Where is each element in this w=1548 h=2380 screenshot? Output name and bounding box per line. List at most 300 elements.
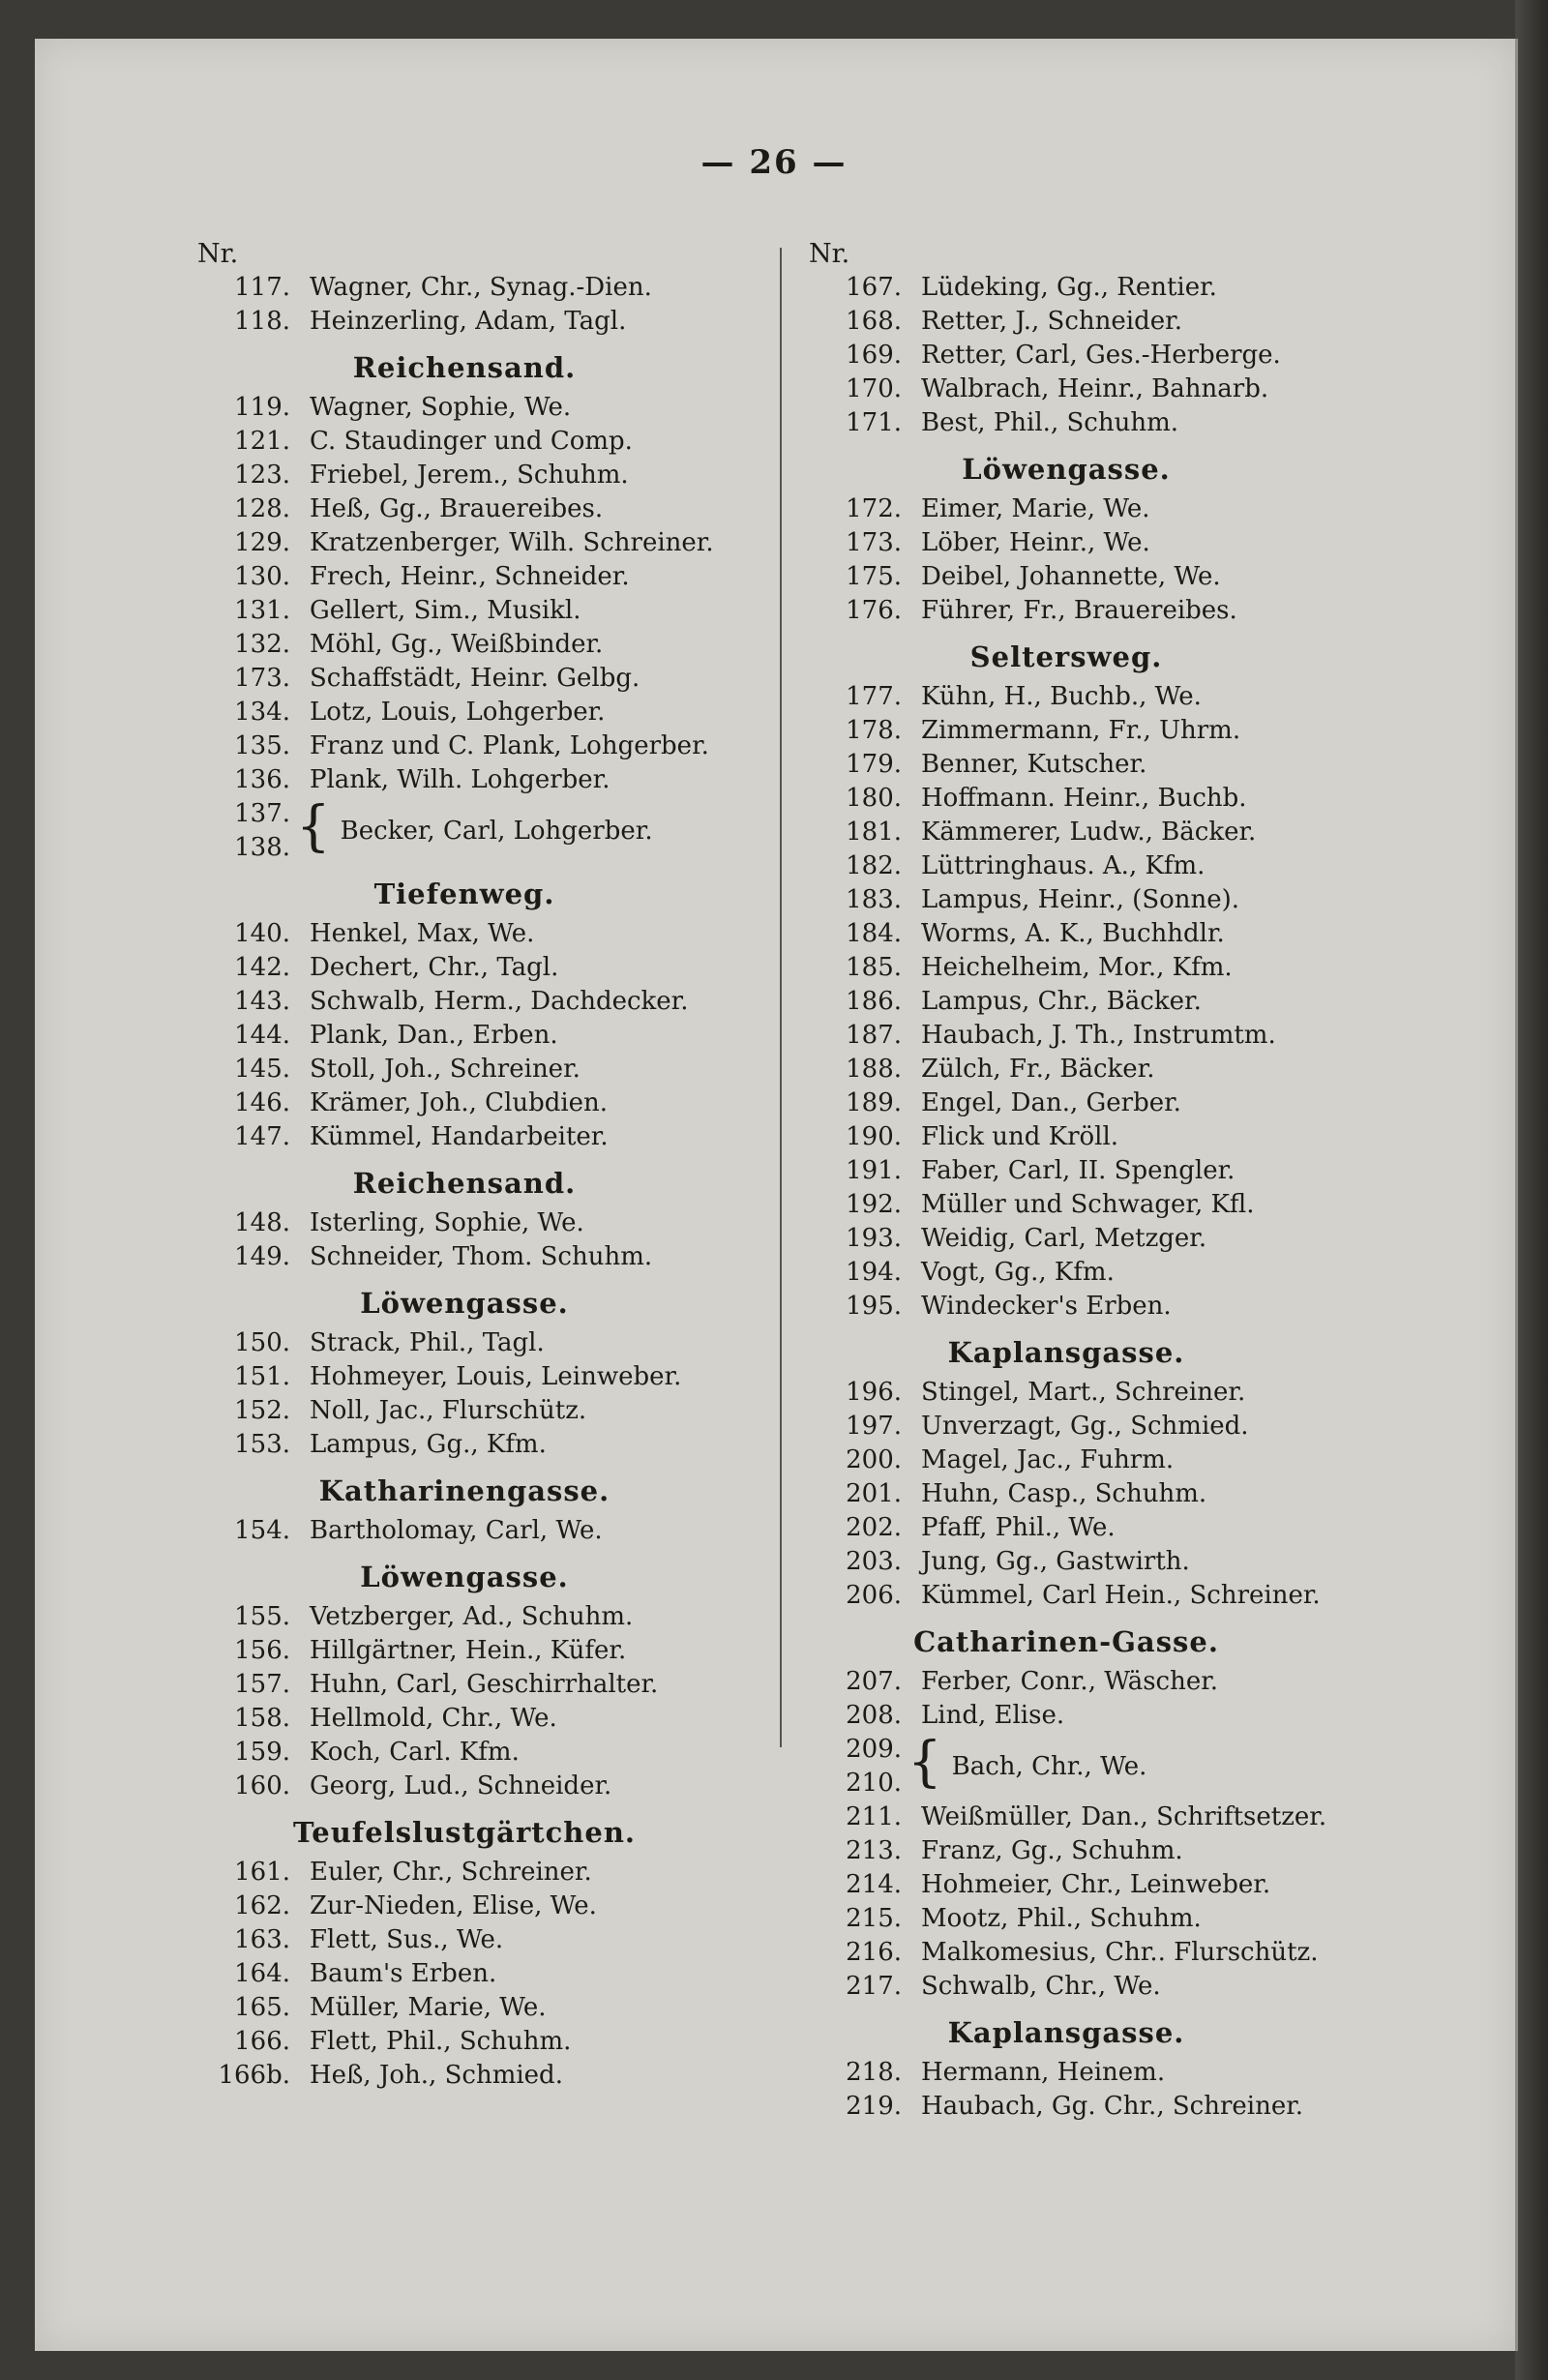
entry-name: Gellert, Sim., Musikl. <box>310 596 581 625</box>
entry-number: 190. <box>846 1122 902 1151</box>
entry-number: 164. <box>234 1959 290 1988</box>
entry-number: 147. <box>234 1122 290 1151</box>
list-item <box>795 1665 1337 1699</box>
entry-number: 201. <box>846 1479 902 1508</box>
list-item <box>184 560 784 594</box>
entry-number: 140. <box>234 919 290 948</box>
entry-number: 218. <box>846 2058 902 2087</box>
list-item <box>184 2059 784 2093</box>
entry-name: Kämmerer, Ludw., Bäcker. <box>921 818 1257 847</box>
list-item <box>795 951 1337 985</box>
entry-number: 182. <box>846 851 902 880</box>
entry-name: Franz und C. Plank, Lohgerber. <box>310 731 709 760</box>
list-item <box>184 425 784 459</box>
entry-number: 118. <box>234 307 290 336</box>
list-item <box>184 985 784 1019</box>
list-item <box>795 406 1337 440</box>
list-item <box>795 1511 1337 1545</box>
list-item <box>184 526 784 560</box>
entry-number: 128. <box>234 494 290 523</box>
list-item <box>795 1376 1337 1410</box>
entry-name: Deibel, Johannette, We. <box>921 562 1221 591</box>
entry-name: Ferber, Conr., Wäscher. <box>921 1667 1219 1696</box>
street-heading: Catharinen-Gasse. <box>913 1625 1219 1658</box>
list-item <box>795 560 1337 594</box>
entry-name: Krämer, Joh., Clubdien. <box>310 1088 609 1117</box>
list-item <box>184 729 784 763</box>
entry-list <box>795 1665 1337 1733</box>
entry-name: Huhn, Casp., Schuhm. <box>921 1479 1207 1508</box>
street-heading: Löwengasse. <box>360 1287 569 1320</box>
entry-name: Strack, Phil., Tagl. <box>310 1328 545 1357</box>
entry-number: 213. <box>846 1836 902 1865</box>
list-item <box>795 305 1337 339</box>
entry-number: 152. <box>234 1396 290 1425</box>
entry-number: 154. <box>234 1516 290 1545</box>
entry-name: Müller und Schwager, Kfl. <box>921 1190 1255 1219</box>
list-item <box>184 763 784 797</box>
list-item <box>184 1240 784 1274</box>
entry-number: 159. <box>234 1738 290 1767</box>
list-item <box>795 985 1337 1019</box>
list-item <box>184 391 784 425</box>
entry-name: Schneider, Thom. Schuhm. <box>310 1242 653 1271</box>
entry-number: 206. <box>846 1581 902 1610</box>
list-item <box>795 1800 1337 1834</box>
left-column <box>184 238 784 2093</box>
entry-name: Kümmel, Handarbeiter. <box>310 1122 609 1151</box>
entry-name: Vogt, Gg., Kfm. <box>921 1258 1115 1287</box>
list-item <box>184 628 784 662</box>
entry-name: Wagner, Sophie, We. <box>310 393 572 422</box>
entry-name: Stoll, Joh., Schreiner. <box>310 1055 580 1084</box>
list-item <box>184 1326 784 1360</box>
entry-name: Best, Phil., Schuhm. <box>921 408 1179 437</box>
entry-name: Wagner, Chr., Synag.-Dien. <box>310 273 652 302</box>
list-item <box>184 1514 784 1548</box>
entry-name: Löber, Heinr., We. <box>921 528 1150 557</box>
list-item <box>795 1699 1337 1733</box>
list-item <box>184 1957 784 1991</box>
entry-name: Hellmold, Chr., We. <box>310 1704 557 1733</box>
list-item <box>795 1154 1337 1188</box>
entry-name: Flick und Kröll. <box>921 1122 1119 1151</box>
entry-name: Lüdeking, Gg., Rentier. <box>921 273 1217 302</box>
list-item <box>795 1936 1337 1970</box>
entry-number: 135. <box>234 731 290 760</box>
list-item <box>795 1410 1337 1443</box>
entry-number: 132. <box>234 630 290 659</box>
entry-name: Haubach, Gg. Chr., Schreiner. <box>921 2092 1304 2121</box>
street-heading: Tiefenweg. <box>373 878 555 910</box>
list-item <box>184 1634 784 1668</box>
list-item <box>795 883 1337 917</box>
list-item <box>795 1222 1337 1256</box>
entry-name: Faber, Carl, II. Spengler. <box>921 1156 1235 1185</box>
brace-icon: { <box>296 795 331 858</box>
entry-number: 214. <box>846 1870 902 1899</box>
entry-name: Retter, J., Schneider. <box>921 307 1182 336</box>
entry-number: 176. <box>846 596 902 625</box>
entry-number: 157. <box>234 1670 290 1699</box>
entry-name: Baum's Erben. <box>310 1959 497 1988</box>
entry-number: 177. <box>846 682 902 711</box>
list-item <box>184 1668 784 1702</box>
entry-number: 191. <box>846 1156 902 1185</box>
entry-name: Zur-Nieden, Elise, We. <box>310 1891 597 1920</box>
entry-number: 155. <box>234 1602 290 1631</box>
list-item <box>184 917 784 951</box>
street-heading: Löwengasse. <box>360 1561 569 1593</box>
entry-name: Zimmermann, Fr., Uhrm. <box>921 716 1241 745</box>
entry-list <box>795 492 1337 628</box>
entry-number: 119. <box>234 393 290 422</box>
entry-number: 195. <box>846 1292 902 1321</box>
entry-name: Haubach, J. Th., Instrumtm. <box>921 1021 1276 1050</box>
entry-number: 117. <box>234 273 290 302</box>
brace-icon: { <box>908 1731 942 1794</box>
list-item <box>795 1902 1337 1936</box>
street-heading: Seltersweg. <box>969 640 1163 673</box>
entry-name: Flett, Phil., Schuhm. <box>310 2027 572 2056</box>
right-column <box>795 238 1337 2124</box>
list-item <box>795 594 1337 628</box>
bracket-entry <box>795 1733 1337 1800</box>
entry-name: Magel, Jac., Fuhrm. <box>921 1445 1175 1474</box>
entry-name: Lüttringhaus. A., Kfm. <box>921 851 1206 880</box>
entry-name: Franz, Gg., Schuhm. <box>921 1836 1183 1865</box>
entry-list <box>184 391 784 797</box>
entry-number: 166b. <box>218 2061 290 2090</box>
entry-name: Müller, Marie, We. <box>310 1993 547 2022</box>
entry-number: 181. <box>846 818 902 847</box>
list-item <box>795 1868 1337 1902</box>
entry-name: Schwalb, Chr., We. <box>921 1972 1161 2001</box>
list-item <box>184 271 784 305</box>
entry-list <box>184 1206 784 1274</box>
entry-name: Huhn, Carl, Geschirrhalter. <box>310 1670 659 1699</box>
street-heading: Löwengasse. <box>962 453 1171 486</box>
entry-number: 186. <box>846 987 902 1016</box>
entry-number: 148. <box>234 1208 290 1237</box>
list-item <box>795 2056 1337 2090</box>
list-item <box>184 696 784 729</box>
entry-number: 168. <box>846 307 902 336</box>
street-heading: Kaplansgasse. <box>947 1336 1185 1369</box>
list-item <box>795 714 1337 748</box>
list-item <box>184 662 784 696</box>
entry-name: Mootz, Phil., Schuhm. <box>921 1904 1202 1933</box>
entry-name: Dechert, Chr., Tagl. <box>310 953 559 982</box>
list-item <box>184 1053 784 1086</box>
entry-name: Kühn, H., Buchb., We. <box>921 682 1202 711</box>
entry-number: 172. <box>846 494 902 523</box>
entry-name: Georg, Lud., Schneider. <box>310 1771 612 1800</box>
entry-number: 187. <box>846 1021 902 1050</box>
entry-number: 209. <box>846 1735 902 1764</box>
list-item <box>795 1188 1337 1222</box>
entry-number: 150. <box>234 1328 290 1357</box>
entry-number: 162. <box>234 1891 290 1920</box>
entry-name: Bartholomay, Carl, We. <box>310 1516 603 1545</box>
entry-number: 188. <box>846 1055 902 1084</box>
list-item <box>795 372 1337 406</box>
entry-name: Lampus, Heinr., (Sonne). <box>921 885 1240 914</box>
entry-list <box>184 1856 784 2093</box>
list-item <box>795 748 1337 782</box>
entry-number: 202. <box>846 1513 902 1542</box>
entry-name: Jung, Gg., Gastwirth. <box>921 1547 1190 1576</box>
nr-header: Nr. <box>197 239 239 269</box>
list-item <box>795 1086 1337 1120</box>
list-item <box>184 305 784 339</box>
nr-header: Nr. <box>809 239 850 269</box>
entry-name: Retter, Carl, Ges.-Herberge. <box>921 341 1281 370</box>
entry-number: 208. <box>846 1701 902 1730</box>
entry-number: 215. <box>846 1904 902 1933</box>
entry-number: 169. <box>846 341 902 370</box>
entry-number: 153. <box>234 1430 290 1459</box>
entry-number: 170. <box>846 374 902 403</box>
entry-number: 156. <box>234 1636 290 1665</box>
entry-number: 184. <box>846 919 902 948</box>
entry-number: 216. <box>846 1938 902 1967</box>
list-item <box>184 1702 784 1736</box>
entry-number: 189. <box>846 1088 902 1117</box>
list-item <box>184 1086 784 1120</box>
entry-list <box>184 1326 784 1462</box>
entry-number: 142. <box>234 953 290 982</box>
entry-number: 178. <box>846 716 902 745</box>
entry-name: Pfaff, Phil., We. <box>921 1513 1116 1542</box>
entry-name: Hohmeyer, Louis, Leinweber. <box>310 1362 682 1391</box>
list-item <box>184 1736 784 1770</box>
entry-name: Vetzberger, Ad., Schuhm. <box>310 1602 634 1631</box>
entry-number: 143. <box>234 987 290 1016</box>
entry-number: 144. <box>234 1021 290 1050</box>
page-number: — 26 — <box>700 143 848 182</box>
entry-number: 130. <box>234 562 290 591</box>
entry-name: Lind, Elise. <box>921 1701 1065 1730</box>
street-heading: Reichensand. <box>352 1167 577 1200</box>
entry-name: Hoffmann. Heinr., Buchb. <box>921 784 1247 813</box>
list-item <box>184 1360 784 1394</box>
entry-list <box>184 917 784 1154</box>
list-item <box>795 1834 1337 1868</box>
entry-name: Walbrach, Heinr., Bahnarb. <box>921 374 1269 403</box>
entry-number: 145. <box>234 1055 290 1084</box>
entry-name: Weidig, Carl, Metzger. <box>921 1224 1207 1253</box>
entry-number: 121. <box>234 427 290 456</box>
street-heading: Reichensand. <box>352 351 577 384</box>
entry-number: 173. <box>846 528 902 557</box>
entry-number: 179. <box>846 750 902 779</box>
entry-name: Benner, Kutscher. <box>921 750 1147 779</box>
book-spine <box>1515 0 1548 2380</box>
list-item <box>184 1991 784 2025</box>
entry-list <box>184 1600 784 1803</box>
entry-name: Schwalb, Herm., Dachdecker. <box>310 987 689 1016</box>
entry-number: 217. <box>846 1972 902 2001</box>
entry-name: Heinzerling, Adam, Tagl. <box>310 307 627 336</box>
entry-name: Worms, A. K., Buchhdlr. <box>921 919 1225 948</box>
entry-name: Plank, Wilh. Lohgerber. <box>310 765 610 794</box>
entry-list <box>795 680 1337 1324</box>
entry-name: Lotz, Louis, Lohgerber. <box>310 698 606 727</box>
entry-number: 129. <box>234 528 290 557</box>
list-item <box>184 951 784 985</box>
list-item <box>184 492 784 526</box>
entry-name: Schaffstädt, Heinr. Gelbg. <box>310 664 640 693</box>
street-heading: Teufelslustgärtchen. <box>293 1816 636 1849</box>
entry-number: 210. <box>846 1769 902 1798</box>
entry-name: Unverzagt, Gg., Schmied. <box>921 1412 1249 1441</box>
entry-name: Koch, Carl. Kfm. <box>310 1738 520 1767</box>
entry-name: Kümmel, Carl Hein., Schreiner. <box>921 1581 1321 1610</box>
entry-number: 146. <box>234 1088 290 1117</box>
list-item <box>795 1290 1337 1324</box>
entry-number: 165. <box>234 1993 290 2022</box>
entry-name: Zülch, Fr., Bäcker. <box>921 1055 1155 1084</box>
entry-number: 196. <box>846 1378 902 1407</box>
list-item <box>795 782 1337 816</box>
list-item <box>184 1923 784 1957</box>
list-item <box>795 917 1337 951</box>
entry-name: Bach, Chr., We. <box>951 1752 1147 1781</box>
entry-list <box>184 1514 784 1548</box>
list-item <box>795 2090 1337 2124</box>
entry-number: 180. <box>846 784 902 813</box>
list-item <box>184 1428 784 1462</box>
entry-name: Flett, Sus., We. <box>310 1925 504 1954</box>
entry-list <box>795 271 1337 440</box>
entry-name: Heichelheim, Mor., Kfm. <box>921 953 1233 982</box>
entry-number: 211. <box>846 1802 902 1831</box>
list-item <box>184 1600 784 1634</box>
entry-number: 166. <box>234 2027 290 2056</box>
entry-number: 183. <box>846 885 902 914</box>
entry-name: Kratzenberger, Wilh. Schreiner. <box>310 528 714 557</box>
list-item <box>184 1889 784 1923</box>
entry-name: Frech, Heinr., Schneider. <box>310 562 630 591</box>
entry-number: 193. <box>846 1224 902 1253</box>
entry-name: Möhl, Gg., Weißbinder. <box>310 630 604 659</box>
list-item <box>795 1970 1337 2004</box>
entry-name: Stingel, Mart., Schreiner. <box>921 1378 1246 1407</box>
list-item <box>795 1019 1337 1053</box>
entry-number: 173. <box>234 664 290 693</box>
list-item <box>184 1206 784 1240</box>
entry-number: 167. <box>846 273 902 302</box>
entry-name: Hermann, Heinem. <box>921 2058 1166 2087</box>
list-item <box>795 1443 1337 1477</box>
entry-name: Lampus, Chr., Bäcker. <box>921 987 1202 1016</box>
street-heading: Kaplansgasse. <box>947 2016 1185 2049</box>
list-item <box>795 1053 1337 1086</box>
entry-number: 192. <box>846 1190 902 1219</box>
entry-number: 138. <box>234 833 290 862</box>
entry-name: Weißmüller, Dan., Schriftsetzer. <box>921 1802 1327 1831</box>
entry-number: 203. <box>846 1547 902 1576</box>
entry-number: 131. <box>234 596 290 625</box>
entry-number: 160. <box>234 1771 290 1800</box>
entry-name: Hohmeier, Chr., Leinweber. <box>921 1870 1271 1899</box>
entry-number: 200. <box>846 1445 902 1474</box>
entry-name: Henkel, Max, We. <box>310 919 535 948</box>
list-item <box>795 1545 1337 1579</box>
list-item <box>795 1477 1337 1511</box>
entry-number: 207. <box>846 1667 902 1696</box>
entry-name: Eimer, Marie, We. <box>921 494 1150 523</box>
list-item <box>184 1856 784 1889</box>
list-item <box>184 1770 784 1803</box>
entry-list <box>795 1376 1337 1613</box>
entry-name: Noll, Jac., Flurschütz. <box>310 1396 587 1425</box>
entry-number: 123. <box>234 461 290 490</box>
list-item <box>795 339 1337 372</box>
list-item <box>795 1256 1337 1290</box>
list-item <box>795 1579 1337 1613</box>
entry-number: 149. <box>234 1242 290 1271</box>
entry-name: Plank, Dan., Erben. <box>310 1021 558 1050</box>
list-item <box>795 271 1337 305</box>
entry-name: Engel, Dan., Gerber. <box>921 1088 1181 1117</box>
list-item <box>795 492 1337 526</box>
entry-name: Friebel, Jerem., Schuhm. <box>310 461 629 490</box>
list-item <box>795 816 1337 849</box>
entry-name: Führer, Fr., Brauereibes. <box>921 596 1237 625</box>
list-item <box>184 594 784 628</box>
list-item <box>184 2025 784 2059</box>
entry-name: Lampus, Gg., Kfm. <box>310 1430 547 1459</box>
list-item <box>795 1120 1337 1154</box>
entry-name: Malkomesius, Chr.. Flurschütz. <box>921 1938 1319 1967</box>
list-item <box>184 1120 784 1154</box>
entry-number: 219. <box>846 2092 902 2121</box>
entry-name: Isterling, Sophie, We. <box>310 1208 584 1237</box>
entry-number: 137. <box>234 799 290 828</box>
entry-list <box>795 1800 1337 2004</box>
list-item <box>795 849 1337 883</box>
entry-number: 197. <box>846 1412 902 1441</box>
entry-name: Hillgärtner, Hein., Küfer. <box>310 1636 627 1665</box>
entry-number: 175. <box>846 562 902 591</box>
entry-number: 171. <box>846 408 902 437</box>
entry-name: Heß, Gg., Brauereibes. <box>310 494 604 523</box>
entry-number: 151. <box>234 1362 290 1391</box>
entry-number: 136. <box>234 765 290 794</box>
entry-name: C. Staudinger und Comp. <box>310 427 633 456</box>
entry-name: Euler, Chr., Schreiner. <box>310 1858 592 1887</box>
entry-number: 163. <box>234 1925 290 1954</box>
entry-number: 158. <box>234 1704 290 1733</box>
list-item <box>184 459 784 492</box>
entry-number: 194. <box>846 1258 902 1287</box>
bracket-entry <box>184 797 784 865</box>
entry-number: 185. <box>846 953 902 982</box>
street-heading: Katharinengasse. <box>318 1474 610 1507</box>
entry-name: Becker, Carl, Lohgerber. <box>340 817 653 846</box>
entry-list <box>184 271 784 339</box>
entry-number: 134. <box>234 698 290 727</box>
entry-name: Heß, Joh., Schmied. <box>310 2061 563 2090</box>
entry-list <box>795 2056 1337 2124</box>
entry-name: Windecker's Erben. <box>921 1292 1172 1321</box>
entry-number: 161. <box>234 1858 290 1887</box>
list-item <box>795 526 1337 560</box>
list-item <box>795 680 1337 714</box>
list-item <box>184 1394 784 1428</box>
